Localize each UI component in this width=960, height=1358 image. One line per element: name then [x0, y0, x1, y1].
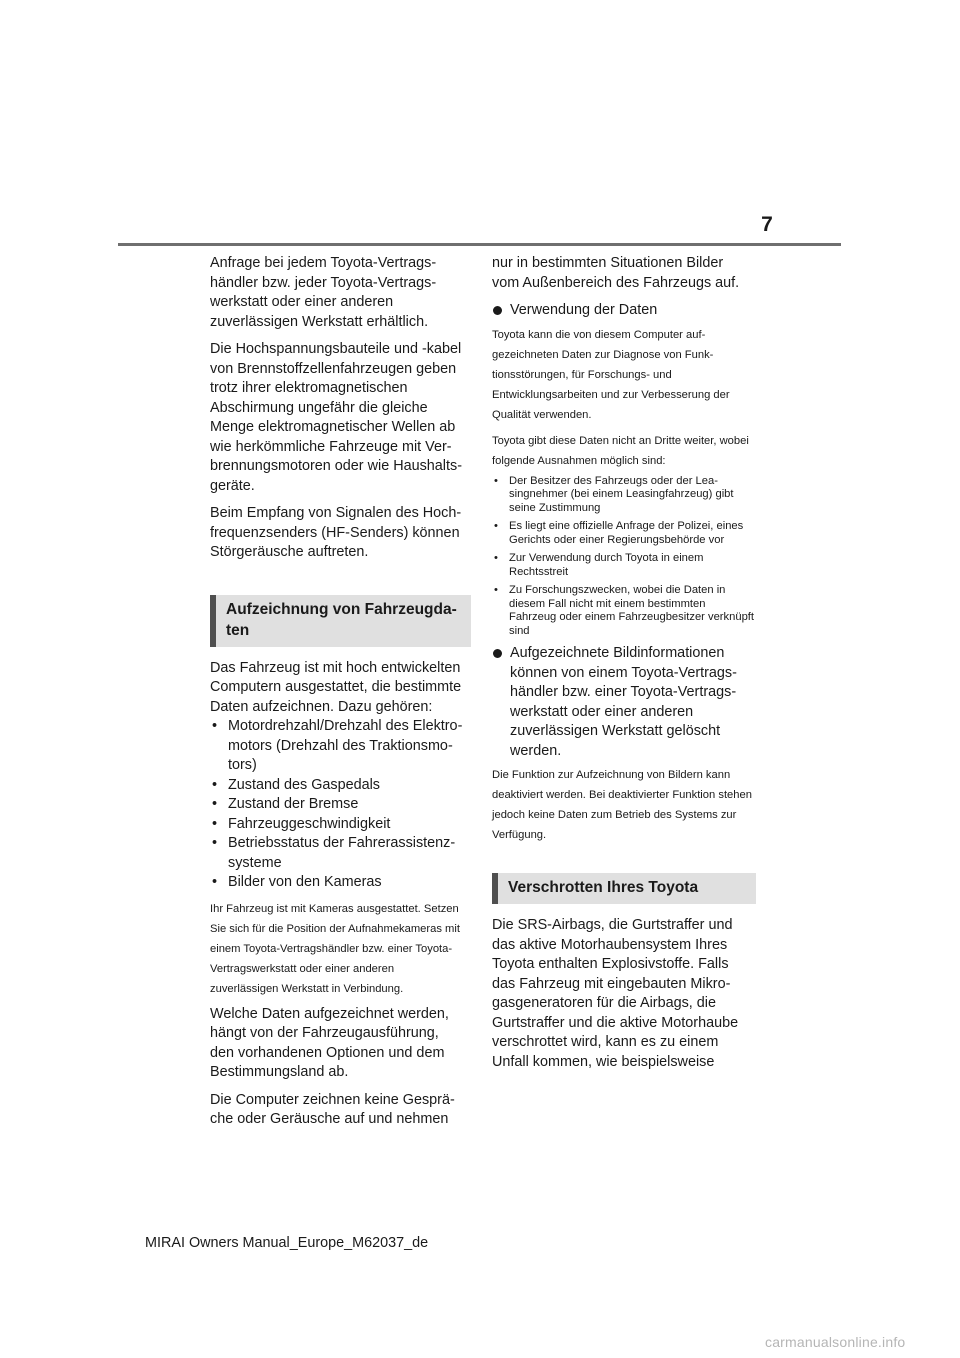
list-item: • Zur Verwendung durch Toyota in einem Rechtsstreit [492, 552, 754, 579]
watermark: carmanualsonline.info [765, 1334, 906, 1350]
footer-manual-id: MIRAI Owners Manual_Europe_M62037_de [145, 1235, 429, 1251]
list-item: • Fahrzeuggeschwindigkeit [210, 815, 465, 835]
image-delete-note: Die Funktion zur Aufzeichnung von Bildern kann deaktiviert werden. Bei deaktivierter Funktion stehen jedoch keine Daten zum Betrieb des Systems zur Verfügung. [492, 769, 752, 841]
data-use-text: Toyota kann die von diesem Computer aufgezeichneten Daten zur Diagnose von Funktionsstörungen, für Forschungs- und Entwicklungsarbeiten und zur Verbesserung der Qualität verwenden. [492, 328, 730, 421]
list-item: • Zu Forschungszwecken, wobei die Daten in diesem Fall nicht mit einem bestimmten Fahrzeug oder einem Fahrzeugbesitzer verknüpft sind [492, 584, 754, 638]
left-column [210, 254, 465, 1138]
scrapping-paragraph: Die SRS-Airbags, die Gurtstraffer und das aktive Motorhaubensystem Ihres Toyota enthalten Explosivstoffe. Falls das Fahrzeug mit eingebauten Mikrogasgeneratoren für die Airbags, die Gurtstraffer und die aktive Motorhaube verschrottet wird, kann es zu einem Unfall kommen, wie beispielsweise [492, 917, 739, 1070]
image-delete-title-text: Aufgezeichnete Bildinformationen können von einem Toyota-Vertragshändler bzw. einer Toyota-Vertragswerkstatt oder einer anderen zuverlässigen Werkstatt gelöscht werden. [510, 645, 737, 759]
image-delete-title [492, 644, 754, 761]
bullet-dot-icon [493, 649, 502, 658]
camera-note: Ihr Fahrzeug ist mit Kameras ausgestattet. Setzen Sie sich für die Position der Aufnahmekameras mit einem Toyota-Vertragshändler bzw. einer Toyota-Vertragswerkstatt oder einer anderen zuverlässigen Werkstatt in Verbindung. [210, 902, 460, 995]
no-audio-paragraph: Die Computer zeichnen keine Gespräche oder Geräusche auf und nehmen [210, 1091, 455, 1127]
depends-paragraph: Welche Daten aufgezeichnet werden, hängt von der Fahrzeugausführung, den vorhandenen Optionen und dem Bestimmungsland ab. [210, 1005, 449, 1080]
section-heading-recording: Aufzeichnung von Fahrzeugdaten [210, 595, 471, 647]
continuation-paragraph: nur in bestimmten Situationen Bilder vom Außenbereich des Fahrzeugs auf. [492, 255, 740, 291]
page-number: 7 [761, 213, 773, 236]
right-column [492, 254, 754, 1080]
data-use-title [492, 301, 754, 321]
data-use-title-text: Verwendung der Daten [510, 302, 658, 318]
list-item: • Der Besitzer des Fahrzeugs oder der Leasingnehmer (bei einem Leasingfahrzeug) gibt seine Zustimmung [492, 475, 754, 516]
list-item: • Bilder von den Kameras [210, 873, 465, 893]
list-item: • Motordrehzahl/Drehzahl des Elektromotors (Drehzahl des Traktionsmotors) [210, 717, 465, 776]
exceptions-list [492, 475, 754, 639]
recording-intro: Das Fahrzeug ist mit hoch entwickelten Computern ausgestattet, die bestimmte Daten aufzeichnen. Dazu gehören: [210, 659, 462, 715]
list-item: • Betriebsstatus der Fahrerassistenzsysteme [210, 834, 465, 873]
section-heading-scrapping: Verschrotten Ihres Toyota [492, 873, 756, 904]
hv-paragraph: Die Hochspannungsbauteile und -kabel von Brennstoffzellenfahrzeugen geben trotz ihrer elektromagnetischen Abschirmung ungefähr die gleiche Menge elektromagnetischer Wellen ab wie herkömmliche Fahrzeuge mit Verbrennungsmotoren oder wie Haushaltsgeräte. [210, 341, 462, 494]
recorded-data-list [210, 717, 465, 893]
intro-paragraph: Anfrage bei jedem Toyota-Vertragshändler bzw. jeder Toyota-Vertragswerkstatt oder einer anderen zuverlässigen Werkstatt erhältlich. [210, 255, 437, 330]
hf-paragraph: Beim Empfang von Signalen des Hochfrequenzsenders (HF-Senders) können Störgeräusche auftreten. [210, 505, 462, 560]
header-rule [118, 243, 841, 246]
bullet-dot-icon [493, 306, 502, 315]
list-item: • Zustand des Gaspedals [210, 776, 465, 796]
third-party-text: Toyota gibt diese Daten nicht an Dritte weiter, wobei folgende Ausnahmen möglich sind: [492, 434, 749, 467]
list-item: • Zustand der Bremse [210, 795, 465, 815]
list-item: • Es liegt eine offizielle Anfrage der Polizei, eines Gerichts oder einer Regierungsbehörde vor [492, 520, 754, 547]
